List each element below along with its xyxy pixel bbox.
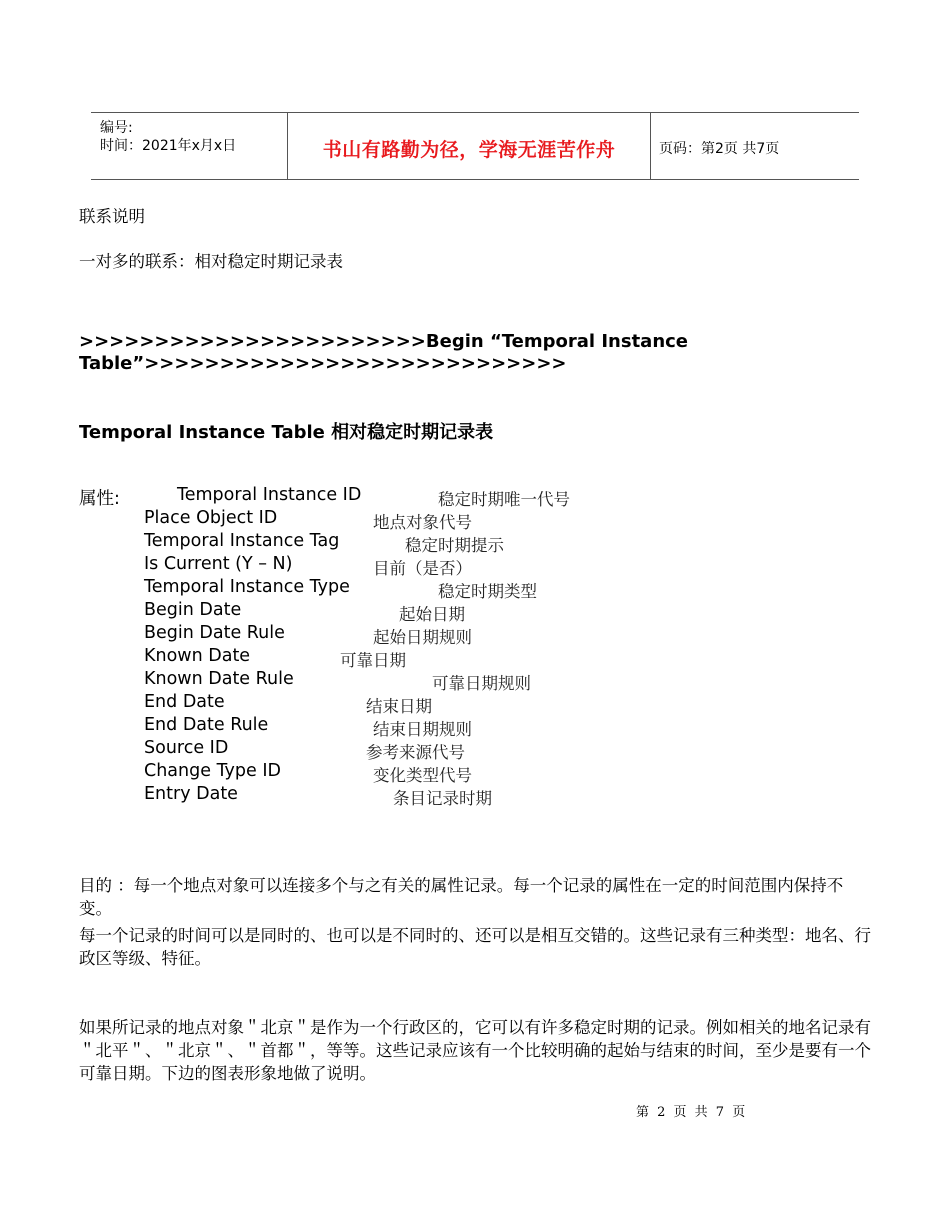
attribute-description: 结束日期规则 — [373, 720, 472, 739]
attribute-description: 参考来源代号 — [366, 743, 465, 762]
attributes-label: 属性: — [79, 489, 120, 509]
attribute-description: 地点对象代号 — [373, 513, 472, 532]
attribute-name: Begin Date — [144, 600, 242, 620]
attribute-description: 可靠日期规则 — [432, 674, 531, 693]
header-meta-cell — [91, 113, 287, 179]
header-motto: 书山有路勤为径，学海无涯苦作舟 — [322, 139, 616, 161]
attribute-name: Known Date Rule — [144, 669, 294, 689]
attribute-name: Temporal Instance Type — [144, 577, 350, 597]
attribute-name: Place Object ID — [144, 508, 278, 528]
attribute-description: 稳定时期唯一代号 — [438, 490, 570, 509]
page-footer: 第 2 页 共 7 页 — [636, 1105, 746, 1120]
table-title: Temporal Instance Table 相对稳定时期记录表 — [79, 422, 494, 443]
purpose-paragraph: 目的 ：每一个地点对象可以连接多个与之有关的属性记录。每一个记录的属性在一定的时间范围内保持不变。 — [79, 876, 844, 918]
attribute-name: Temporal Instance Tag — [144, 531, 340, 551]
attribute-name: Is Current (Y – N) — [144, 554, 293, 574]
attribute-name: End Date Rule — [144, 715, 269, 735]
header-page-cell — [650, 113, 859, 179]
attribute-name: End Date — [144, 692, 225, 712]
relation-description: 一对多的联系：相对稳定时期记录表 — [79, 252, 343, 271]
attribute-description: 起始日期规则 — [373, 628, 472, 647]
attribute-description: 稳定时期类型 — [438, 582, 537, 601]
attribute-name: Temporal Instance ID — [177, 485, 362, 505]
attribute-description: 变化类型代号 — [373, 766, 472, 785]
document-number-label: 编号: — [100, 120, 133, 136]
attribute-name: Begin Date Rule — [144, 623, 285, 643]
types-paragraph: 每一个记录的时间可以是同时的、也可以是不同时的、还可以是相互交错的。这些记录有三种类型：地名、行政区等级、特征。 — [79, 926, 871, 968]
begin-marker-line2: Table”>>>>>>>>>>>>>>>>>>>>>>>>>>>> — [79, 353, 567, 374]
header-motto-cell — [287, 113, 651, 179]
attribute-name: Entry Date — [144, 784, 238, 804]
attribute-description: 稳定时期提示 — [405, 536, 504, 555]
page-header-table — [91, 112, 859, 180]
attribute-description: 条目记录时期 — [393, 789, 492, 808]
attribute-description: 起始日期 — [399, 605, 465, 624]
attribute-name: Change Type ID — [144, 761, 281, 781]
attribute-description: 可靠日期 — [340, 651, 406, 670]
header-page-number: 页码：第2页 共7页 — [659, 141, 780, 157]
attribute-description: 目前（是否） — [373, 559, 472, 578]
attribute-name: Known Date — [144, 646, 251, 666]
attribute-name: Source ID — [144, 738, 229, 758]
begin-marker-line1: >>>>>>>>>>>>>>>>>>>>>>>Begin “Temporal Instance — [79, 331, 689, 352]
example-paragraph: 如果所记录的地点对象＂北京＂是作为一个行政区的，它可以有许多稳定时期的记录。例如相关的地名记录有＂北平＂、＂北京＂、＂首都＂，等等。这些记录应该有一个比较明确的起始与结束的时间，至少是要有一个可靠日期。下边的图表形象地做了说明。 — [79, 1018, 871, 1083]
section-title: 联系说明 — [79, 207, 145, 226]
document-time-label: 时间：2021年x月x日 — [100, 138, 237, 154]
attribute-description: 结束日期 — [366, 697, 432, 716]
